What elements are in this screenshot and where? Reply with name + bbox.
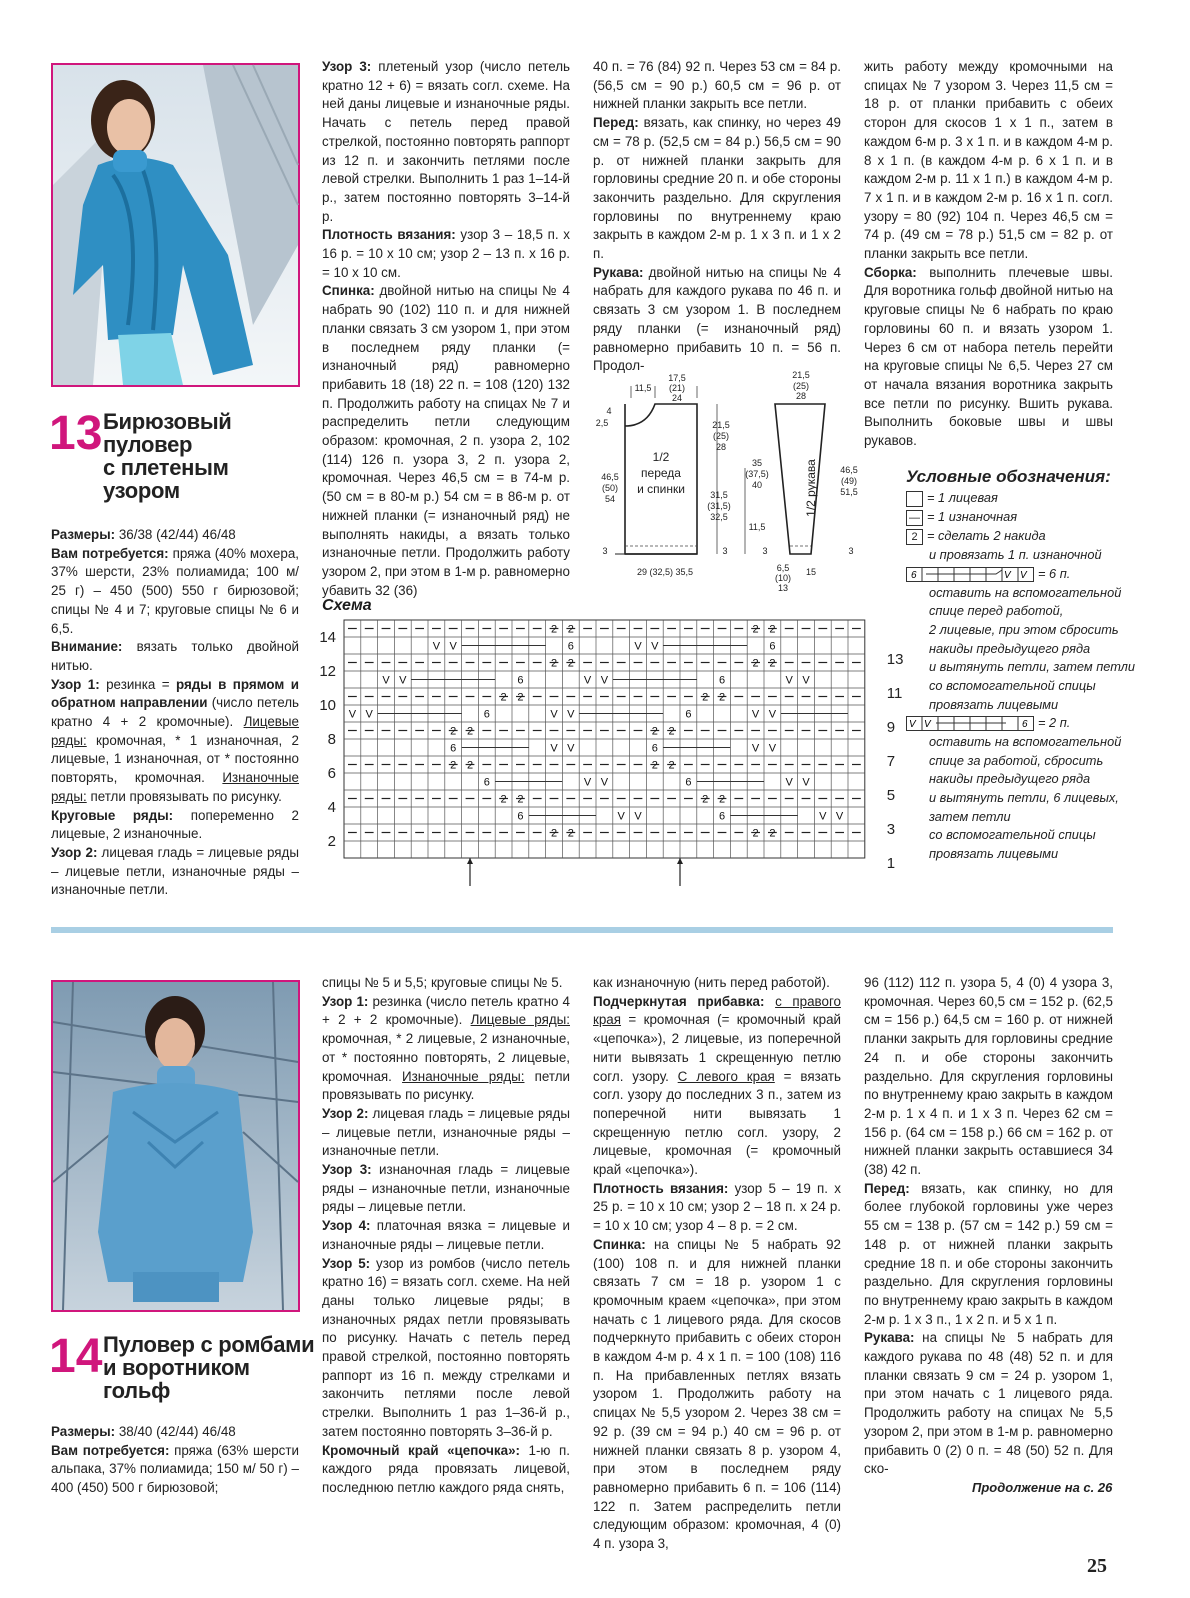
arrow-head	[677, 858, 683, 864]
article13-column-2: Узор 3: плетеный узор (число петель кратно 12 + 6) = вязать согл. схеме. На ней даны лицевые и изнаночные ряды. Начать с петель перед правой стрелкой, постоянно повторять раппорт из 12 п. и закончить петлями после левой стрелки. Выполнить 1 раз 1–14-й р., затем постоянно повторять 3–14-й р. Плотность вязания: узор 3 – 18,5 п. х 16 р. = 10 х 10 см; узор 2 – 13 п. х 16 р. = 10 х 10 см. Спинка: двойной нитью на спицы № 4 набрать 90 (102) 110 п. и для нижней планки связать 3 см узором 1, при этом в последнем ряду планки (= изнаночный ряд) равномерно прибавить 18 (18) 22 п. = 108 (120) 132 п. Продолжить работу на спицах № 7 и распределить петли следующим образом: кромочная, 2 п. узора 2, 102 (114) 126 п. узора 3, 2 п. узора 2, кромочная. Через 46,5 см = в 74-м р. (50 см = в 80-м р.) 54 см = в 86-м р. от нижней планки (= изнаночный ряд) не выполнять накиды, а вязать только изнаночные петли. Продолжить работу узором 2, при этом в 1-м р. равномерно убавить 32 (36)	[322, 59, 570, 598]
chart-symbol: V	[583, 674, 592, 687]
chart-symbol: 6	[483, 708, 490, 721]
legend-text: спице перед работой,	[929, 603, 1064, 618]
photo-pullover-14	[51, 980, 300, 1312]
dim-label: 46,5	[840, 465, 858, 475]
dim-label: (31,5)	[707, 501, 731, 511]
article-title-13	[103, 410, 232, 502]
row-label-left: 14	[319, 629, 336, 646]
row-label-left: 10	[319, 697, 336, 714]
dim-label: (37,5)	[745, 469, 769, 479]
chart-symbol: V	[382, 674, 390, 687]
legend-text: провязать лицевыми	[929, 846, 1059, 861]
dim-label: 15	[805, 567, 817, 577]
dim-label: 54	[604, 494, 616, 504]
legend-text: со вспомогательной спицы	[929, 827, 1096, 842]
chart-symbol: 2	[651, 725, 658, 738]
dim-label: 3	[602, 546, 608, 556]
legend-item-yarnover: 2 = сделать 2 накида	[906, 527, 1046, 546]
purl-symbol-icon: —	[906, 510, 923, 526]
legend-text: и провязать 1 п. изнаночной	[929, 547, 1102, 562]
legend-text: и вытянуть петли, затем петли	[929, 659, 1135, 674]
svg-text:6: 6	[1022, 719, 1028, 731]
dim-label: (25)	[712, 431, 730, 441]
dim-label: 40	[751, 480, 763, 490]
title-line: Бирюзовый	[103, 409, 232, 434]
chart-symbol: V	[365, 708, 373, 721]
chart-symbol: 2	[668, 759, 675, 772]
model-image	[53, 982, 298, 1310]
dim-label: 46,5	[601, 472, 619, 482]
piece-label: 1/2 рукава	[804, 459, 818, 517]
chart-symbol: V	[567, 742, 575, 755]
dim-label: 28	[795, 391, 807, 401]
svg-text:V: V	[924, 719, 931, 731]
chart-symbol: 6	[517, 810, 524, 823]
chart-symbol: 2	[702, 793, 709, 806]
article14-column-3: как изнаночную (нить перед работой). Подчеркнутая прибавка: с правого края = кромочная (= кромочный край «цепочка»), 2 лицевые, из поперечной нити вывязать 1 скрещенную петлю согл. узору. С левого края = вязать согл. узору до последних 3 п., затем из поперечной нити вывязать 1 скрещенную петлю согл. узору, 2 лицевые, кромочная (= кромочный край «цепочка»). Плотность вязания: узор 5 – 19 п. х 25 р. = 10 х 10 см; узор 2 – 18 п. х 24 р. = 10 х 10 см; узор 4 – 8 р. = 2 см. Спинка: на спицы № 5 набрать 92 (100) 108 п. и для нижней планки связать 7 см = 18 р. узором 1 с кромочным краем «цепочка», при этом начать с 1 лицевого ряда. Для скосов подчеркнуто прибавить с обеих сторон в каждом 4-м р. 4 х 1 п. = 100 (108) 116 п. На прибавленных петлях вязать узором 1. Продолжить работу на спицах № 5,5 узором 2. Через 38 см = 92 р. (39 см = 94 р.) 40 см = 96 р. от нижней планки связать 8 р. узором 4, при этом в последнем ряду равномерно прибавить 6 п. = 106 (114) 122 п. Затем распределить петли следующим образом: кромочная, 4 (0) 4 п. узора 3,	[593, 975, 841, 1552]
dim-label: 3	[722, 546, 728, 556]
article-number-14: 14	[49, 1330, 103, 1383]
chart-symbol: 2	[466, 725, 474, 738]
chart-symbol: 2	[567, 657, 574, 670]
legend-text: и вытянуть петли, 6 лицевых,	[929, 790, 1119, 805]
chart-symbol: V	[600, 674, 609, 687]
knitting-chart	[316, 615, 904, 887]
dim-label: 51,5	[840, 487, 858, 497]
chart-symbol: 2	[769, 623, 776, 636]
dim-label: 11,5	[748, 522, 766, 532]
legend-text: 2 лицевые, при этом сбросить	[929, 622, 1119, 637]
chart-symbol: V	[567, 708, 575, 721]
dim-label: 4	[606, 406, 612, 416]
chart-symbol: V	[634, 640, 642, 653]
legend-text: оставить на вспомогательной	[929, 585, 1122, 600]
chart-symbol: V	[617, 810, 625, 823]
dim-label: (49)	[840, 476, 858, 486]
page-number: 25	[1087, 1555, 1107, 1577]
chart-symbol: V	[802, 674, 810, 687]
title-line: Пуловер с ромбами	[103, 1332, 315, 1357]
chart-symbol: 2	[466, 759, 474, 772]
legend-item-knit: = 1 лицевая	[906, 489, 998, 508]
chart-symbol: 2	[702, 691, 709, 704]
row-label-left: 8	[327, 731, 336, 748]
chart-symbol: 2	[752, 657, 759, 670]
chart-symbol: V	[802, 776, 810, 789]
chart-symbol: 6	[567, 640, 574, 653]
dim-label: 28	[715, 442, 727, 452]
chart-symbol: 6	[651, 742, 658, 755]
chart-symbol: V	[449, 640, 457, 653]
row-label-left: 4	[327, 799, 336, 816]
knit-symbol-icon	[906, 491, 923, 507]
photo-pullover-13	[51, 63, 300, 387]
dim-label: 17,5	[668, 373, 686, 383]
chart-symbol: 2	[752, 827, 759, 840]
chart-symbol: V	[768, 708, 777, 721]
chart-symbol: 6	[718, 674, 726, 687]
title-line: гольф	[103, 1378, 171, 1403]
legend-text: затем петли	[929, 809, 1011, 824]
chart-symbol: 2	[550, 827, 558, 840]
dim-label: 32,5	[710, 512, 728, 522]
chart-symbol: V	[634, 810, 642, 823]
chart-symbol: 6	[517, 674, 524, 687]
chart-symbol: 6	[450, 742, 457, 755]
chart-symbol: V	[600, 776, 609, 789]
legend-text: провязать лицевыми	[929, 697, 1059, 712]
chart-symbol: V	[751, 742, 760, 755]
legend-title: Условные обозначения:	[906, 467, 1111, 486]
chart-symbol: 2	[517, 793, 524, 806]
row-label-right: 5	[886, 787, 896, 804]
chart-symbol: 2	[668, 725, 675, 738]
chart-symbol: V	[819, 810, 827, 823]
chart-symbol: 6	[718, 810, 726, 823]
chart-symbol: 6	[685, 708, 692, 721]
chart-symbol: 2	[769, 657, 776, 670]
chart-symbol: 2	[567, 827, 574, 840]
chart-symbol: 2	[718, 691, 726, 704]
svg-text:V: V	[909, 719, 916, 731]
chart-symbol: 2	[450, 725, 457, 738]
dim-label: 13	[777, 583, 789, 593]
chart-symbol: 6	[483, 776, 490, 789]
title-line: и воротником	[103, 1355, 250, 1380]
chart-symbol: 2	[550, 657, 558, 670]
chart-symbol: V	[550, 708, 558, 721]
piece-label: переда	[641, 466, 681, 480]
chart-symbol: 6	[685, 776, 692, 789]
section-divider	[51, 927, 1113, 933]
dim-label: 31,5	[710, 490, 728, 500]
dim-label: (21)	[668, 383, 686, 393]
article-title-14	[103, 1333, 314, 1402]
chart-symbol: V	[583, 776, 592, 789]
dim-label: (10)	[774, 573, 792, 583]
chart-symbol: V	[785, 674, 793, 687]
dim-label: (50)	[601, 483, 619, 493]
chart-symbol: 2	[718, 793, 726, 806]
chart-symbol: 2	[550, 623, 558, 636]
arrow-head	[467, 858, 473, 864]
chart-symbol: 6	[769, 640, 776, 653]
pattern-diagram	[585, 368, 875, 600]
row-label-left: 2	[327, 833, 336, 850]
chart-symbol: V	[348, 708, 357, 721]
chart-symbol: 2	[567, 623, 574, 636]
dim-label: 21,5	[792, 370, 810, 380]
dim-label: (25)	[792, 381, 810, 391]
chart-symbol: 2	[500, 691, 507, 704]
article13-column-3: 40 п. = 76 (84) 92 п. Через 53 см = 84 р. (56,5 см = 90 р.) 60,5 см = 96 р. от нижней планки закрыть все петли. Перед: вязать, как спинку, но через 49 см = 78 р. (52,5 см = 84 р.) 56,5 см = 90 р. от нижней планки закрыть для горловины средние 20 п. и обе стороны закончить раздельно. Для скругления горловины по внутреннему краю закрыть в каждом 2-м р. 1 х 3 п. и 1 х 2 п. Рукава: двойной нитью на спицы № 4 набрать для каждого рукава по 46 п. и связать 3 см узором 1. В последнем ряду планки (= изнаночный ряд) равномерно прибавить 10 п. = 56 п. Продол-	[593, 59, 841, 374]
chart-symbol: V	[651, 640, 659, 653]
model-image	[53, 65, 298, 385]
chart-symbol: V	[751, 708, 760, 721]
row-label-right: 1	[886, 855, 896, 872]
legend-item-cable6: 6 V V = 6 п.	[906, 565, 1070, 584]
double-yarnover-icon: 2	[906, 529, 923, 545]
legend-text: со вспомогательной спицы	[929, 678, 1096, 693]
title-line: с плетеным	[103, 455, 229, 480]
article14-column-2: спицы № 5 и 5,5; круговые спицы № 5. Узор 1: резинка (число петель кратно 4 + 2 + 2 кромочные). Лицевые ряды: кромочная, * 2 лицевые, 2 изнаночные, от * постоянно повторять, 2 лицевые, кромочная. Изнаночные ряды: петли провязывать по рисунку. Узор 2: лицевая гладь = лицевые ряды – лицевые петли, изнаночные ряды – изнаночные петли. Узор 3: изнаночная гладь = лицевые ряды – изнаночные петли, изнаночные ряды – лицевые петли. Узор 4: платочная вязка = лицевые и изнаночные ряды – лицевые петли. Узор 5: узор из ромбов (число петель кратно 16) = вязать согл. схеме. На ней даны только лицевые ряды; в изнаночных рядах петли провязывать по рисунку. Начать с петель перед правой стрелкой, постоянно повторять раппорт из 16 п. между стрелками и закончить петлями после левой стрелки. Выполнить 1 раз 1–36-й р., затем постоянно повторять 3–36-й р. Кромочный край «цепочка»: 1-ю п. каждого ряда провязать лицевой, последнюю петлю каждого ряда снять,	[322, 975, 571, 1495]
chart-symbol: V	[550, 742, 558, 755]
dim-label: 6,5	[776, 563, 790, 573]
row-label-left: 12	[319, 663, 336, 680]
chart-symbol: V	[768, 742, 777, 755]
chart-symbol: 2	[651, 759, 658, 772]
article-number-13: 13	[49, 407, 103, 460]
article14-column-4: 96 (112) 112 п. узора 5, 4 (0) 4 узора 3, кромочная. Через 60,5 см = 152 р. (62,5 см = 156 р.) 64,5 см = 160 р. от нижней планки закрыть для горловины средние 24 п. и обе стороны закончить раздельно. Для скругления горловины по внутреннему краю закрыть в каждом 2-м р. 1 х 4 п. и 1 х 3 п. Через 62 см = 156 р. (64 см = 158 р.) 66 см = 162 р. от нижней планки закрыть оставшиеся 34 (38) 42 п. Перед: вязать, как спинку, но для более глубокой горловины уже через 55 см = 138 р. (57 см = 142 р.) 59 см = 148 р. от нижней планки закрыть средние 18 п. и обе стороны закончить раздельно. Для скругления горловины по внутреннему краю закрыть в каждом 2-м р. 1 х 3 п., 1 х 2 п. и 5 х 1 п. Рукава: на спицы № 5 набрать для каждого рукава по 48 (48) 52 п. и для планки связать 9 см = 24 р. узором 1, при этом начать с 1 лицевого ряда. Продолжить работу на спицах № 5,5 узором 2, при этом в 1-м р. равномерно прибавить 0 (2) 0 п. = 48 (50) 52 п. Для ско-	[864, 975, 1113, 1477]
chart-symbol: 2	[752, 623, 759, 636]
row-label-left: 6	[327, 765, 336, 782]
svg-text:6: 6	[911, 570, 917, 582]
svg-text:V: V	[1004, 570, 1011, 582]
piece-label: 1/2	[652, 450, 670, 464]
dim-label: 3	[848, 546, 854, 556]
dim-label: 3	[762, 546, 768, 556]
schema-title: Схема	[322, 597, 372, 614]
chart-symbol: 2	[769, 827, 776, 840]
row-label-right: 7	[886, 753, 896, 770]
dim-label: 24	[671, 393, 683, 403]
chart-symbol: 2	[500, 793, 507, 806]
svg-text:V: V	[1020, 570, 1027, 582]
dim-label: 35	[751, 458, 763, 468]
chart-symbol: 2	[517, 691, 524, 704]
chart-symbol: V	[785, 776, 793, 789]
legend-text: накиды предыдущего ряда	[929, 771, 1091, 786]
article13-column-1: Размеры: 36/38 (42/44) 46/48 Вам потребуется: пряжа (40% мохера, 37% шерсти, 23% полиамида; 100 м/ 25 г) – 450 (500) 550 г бирюзовой; спицы № 4 и 7; круговые спицы № 6 и 6,5. Внимание: вязать только двойной нитью. Узор 1: резинка = ряды в прямом и обратном направлении (число петель кратно 4 + 2 кромочные). Лицевые ряды: кромочная, * 1 изнаночная, 2 лицевые, 1 изнаночная, от * постоянно повторять, кромочная. Изнаночные ряды: петли провязывать по рисунку. Круговые ряды: попеременно 2 лицевые, 2 изнаночные. Узор 2: лицевая гладь = лицевые ряды – лицевые петли, изнаночные ряды – изнаночные петли.	[51, 527, 299, 898]
title-line: пуловер	[103, 432, 193, 457]
chart-symbol: V	[432, 640, 441, 653]
chart-symbol: V	[835, 810, 844, 823]
dim-label: 21,5	[712, 420, 730, 430]
legend-text: спице за работой, сбросить	[929, 753, 1104, 768]
title-line: узором	[103, 478, 180, 503]
piece-label: и спинки	[637, 482, 685, 496]
article13-column-4: жить работу между кромочными на спицах № 7 узором 3. Через 11,5 см = 18 р. от планки прибавить с обеих сторон для скосов 1 х 1 п., затем в каждом 6-м р. 3 х 1 п. и в каждом 4-м р. 8 х 1 п. (в каждом 4-м р. 6 х 1 п. и в каждом 2-м р. 11 х 1 п.) в каждом 4-м р. 7 х 1 п. и в каждом 2-м р. 16 х 1 п. согл. узору = 80 (92) 104 п. Через 46,5 см = 74 р. (49 см = 78 р.) 51,5 см = 82 р. от планки закрыть все петли. Сборка: выполнить плечевые швы. Для воротника гольф двойной нитью на круговые спицы № 6 набрать по краю горловины 60 п. и вязать узором 1. Через 6 см от набора петель перейти на круговые спицы № 6,5. Через 27 см от начала вязания воротника закрыть все петли по рисунку. Вшить рукава. Выполнить боковые швы и швы рукавов.	[864, 59, 1113, 449]
row-label-right: 9	[886, 719, 896, 736]
legend-text: накиды предыдущего ряда	[929, 641, 1091, 656]
legend-text: оставить на вспомогательной	[929, 734, 1122, 749]
continue-note: Продолжение на с. 26	[972, 1480, 1113, 1495]
row-label-right: 11	[886, 685, 903, 702]
legend-item-cable2: V V 6 = 2 п.	[906, 714, 1070, 733]
cable-two-icon	[906, 716, 1034, 731]
cable-six-icon	[906, 567, 1034, 582]
chart-symbol: V	[399, 674, 407, 687]
chart-symbol: 2	[450, 759, 457, 772]
row-label-right: 13	[886, 651, 904, 668]
article14-column-1: Размеры: 38/40 (42/44) 46/48 Вам потребуется: пряжа (63% шерсти альпака, 37% полиамида; 150 м/ 50 г) – 400 (450) 500 г бирюзовой;	[51, 1424, 299, 1496]
dim-label: 29 (32,5) 35,5	[636, 567, 694, 577]
row-label-right: 3	[886, 821, 896, 838]
dim-label: 11,5	[634, 383, 652, 393]
dim-label: 2,5	[595, 418, 609, 428]
legend-item-purl: — = 1 изнаночная	[906, 508, 1017, 527]
